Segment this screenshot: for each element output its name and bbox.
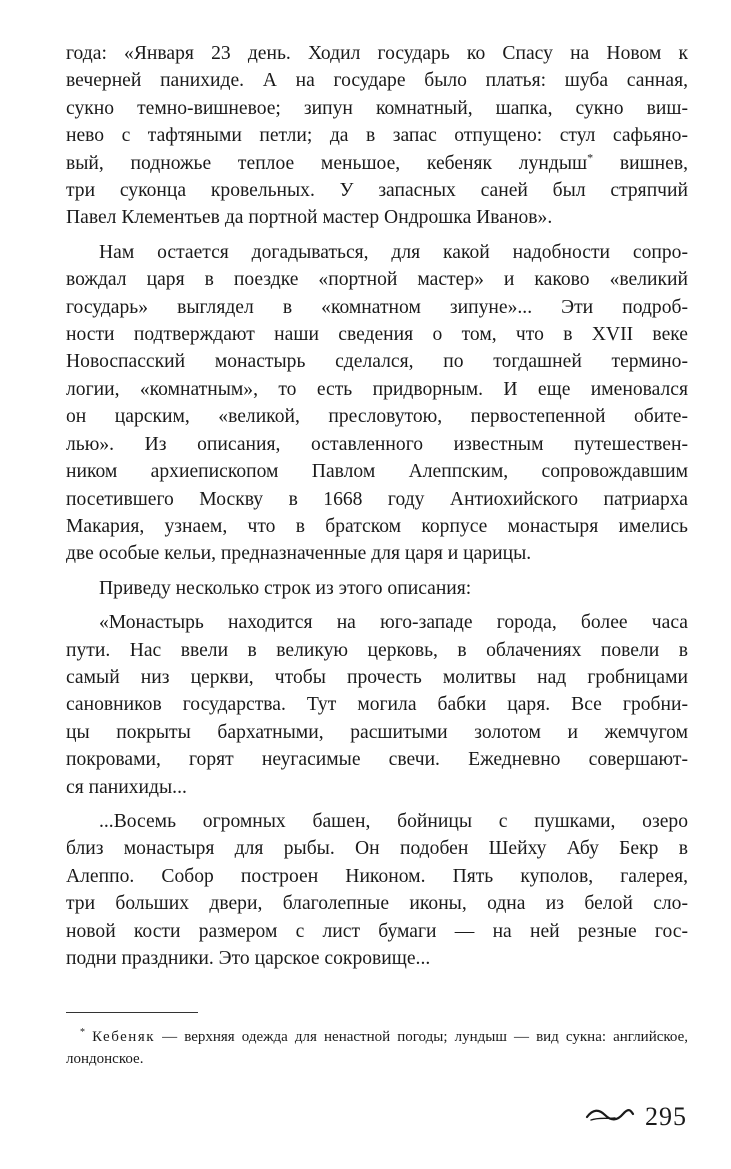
text-line-head: вый, подножье теплое меньшое, кебеняк лундыш [66,152,588,174]
paragraph-4-quote [66,609,688,801]
footnote-mark: * [80,1027,85,1038]
text-line: лью». Из описания, оставленного известным путешествен- [66,433,688,455]
text-line: Приведу несколько строк из этого описания: [99,577,472,599]
footnote-divider [66,1012,198,1013]
text-line: пути. Нас ввели в великую церковь, в облачениях повели в [66,639,688,661]
text-line-with-footnote [66,150,688,177]
text-line: логии, «комнатным», то есть придворным. И еще именовался [66,378,688,400]
paragraph-5-quote [66,808,688,972]
text-line: вечерней панихиде. А на государе было платья: шуба санная, [66,70,688,92]
text-line: три больших двери, благолепные иконы, одна из белой сло- [66,893,688,915]
paragraph-3 [66,575,688,602]
text-line: нево с тафтяными петли; да в запас отпущено: стул сафьяно- [66,125,688,147]
text-line-tail: вишнев, [593,152,688,174]
text-line: он царским, «великой, пресловутою, первостепенной обите- [66,406,688,428]
paragraph-1 [66,40,688,232]
text-line: близ монастыря для рыбы. Он подобен Шейху Абу Бекр в [66,838,688,860]
text-line: подни праздники. Это царское сокровище... [66,948,431,969]
text-line: покровами, горят неугасимые свечи. Ежедневно совершают- [66,749,688,771]
text-line: ...Восемь огромных башен, бойницы с пушками, озеро [99,810,688,832]
page-folio [585,1102,687,1132]
text-line: две особые кельи, предназначенные для царя и царицы. [66,543,532,565]
footnote-text: — верхняя одежда для ненастной погоды; лундыш — вид сукна: английское, лондонское. [66,1029,689,1067]
text-line: ником архиепископом Павлом Алеппским, сопровождавшим [66,461,688,483]
text-line: посетившего Москву в 1668 году Антиохийского патриарха [66,488,688,510]
text-line: вождал царя в поездке «портной мастер» и каково «великий [66,269,688,291]
text-line: ся панихиды... [66,776,187,798]
text-line: новой кости размером с лист бумаги — на ней резные гос- [66,920,688,942]
page-number: 295 [645,1102,687,1131]
text-line: Алеппо. Собор построен Никоном. Пять куполов, галерея, [66,865,688,887]
footnote-term: Кебеняк [92,1029,156,1045]
text-line: сукно темно-вишневое; зипун комнатный, шапка, сукно виш- [66,97,688,119]
paragraph-2 [66,239,688,568]
text-line: сановников государства. Тут могила бабки царя. Все гробни- [66,694,688,716]
text-line: Макария, узнаем, что в братском корпусе монастыря имелись [66,515,688,537]
footnote [66,1022,688,1070]
text-line: «Монастырь находится на юго-западе города, более часа [99,612,688,634]
text-line: три суконца кровельных. У запасных саней был стряпчий [66,180,688,202]
text-line: цы покрыты бархатными, расшитыми золотом и жемчугом [66,721,688,743]
page-body [66,40,688,972]
text-line: года: «Января 23 день. Ходил государь ко Спасу на Новом к [66,43,688,64]
text-line: самый низ церкви, чтобы прочесть молитвы над гробницами [66,666,688,688]
text-line: ности подтверждают наши сведения о том, что в XVII веке [66,324,688,346]
text-line: Павел Клементьев да портной мастер Ондрошка Иванов». [66,207,553,229]
swash-ornament-icon [585,1105,635,1130]
text-line: государь» выглядел в «комнатном зипуне»... Эти подроб- [66,296,688,318]
text-line: Новоспасский монастырь сделался, по тогдашней термино- [66,351,688,373]
text-line: Нам остается догадываться, для какой надобности сопро- [99,241,688,263]
footnote-reference[interactable]: * [587,150,594,165]
